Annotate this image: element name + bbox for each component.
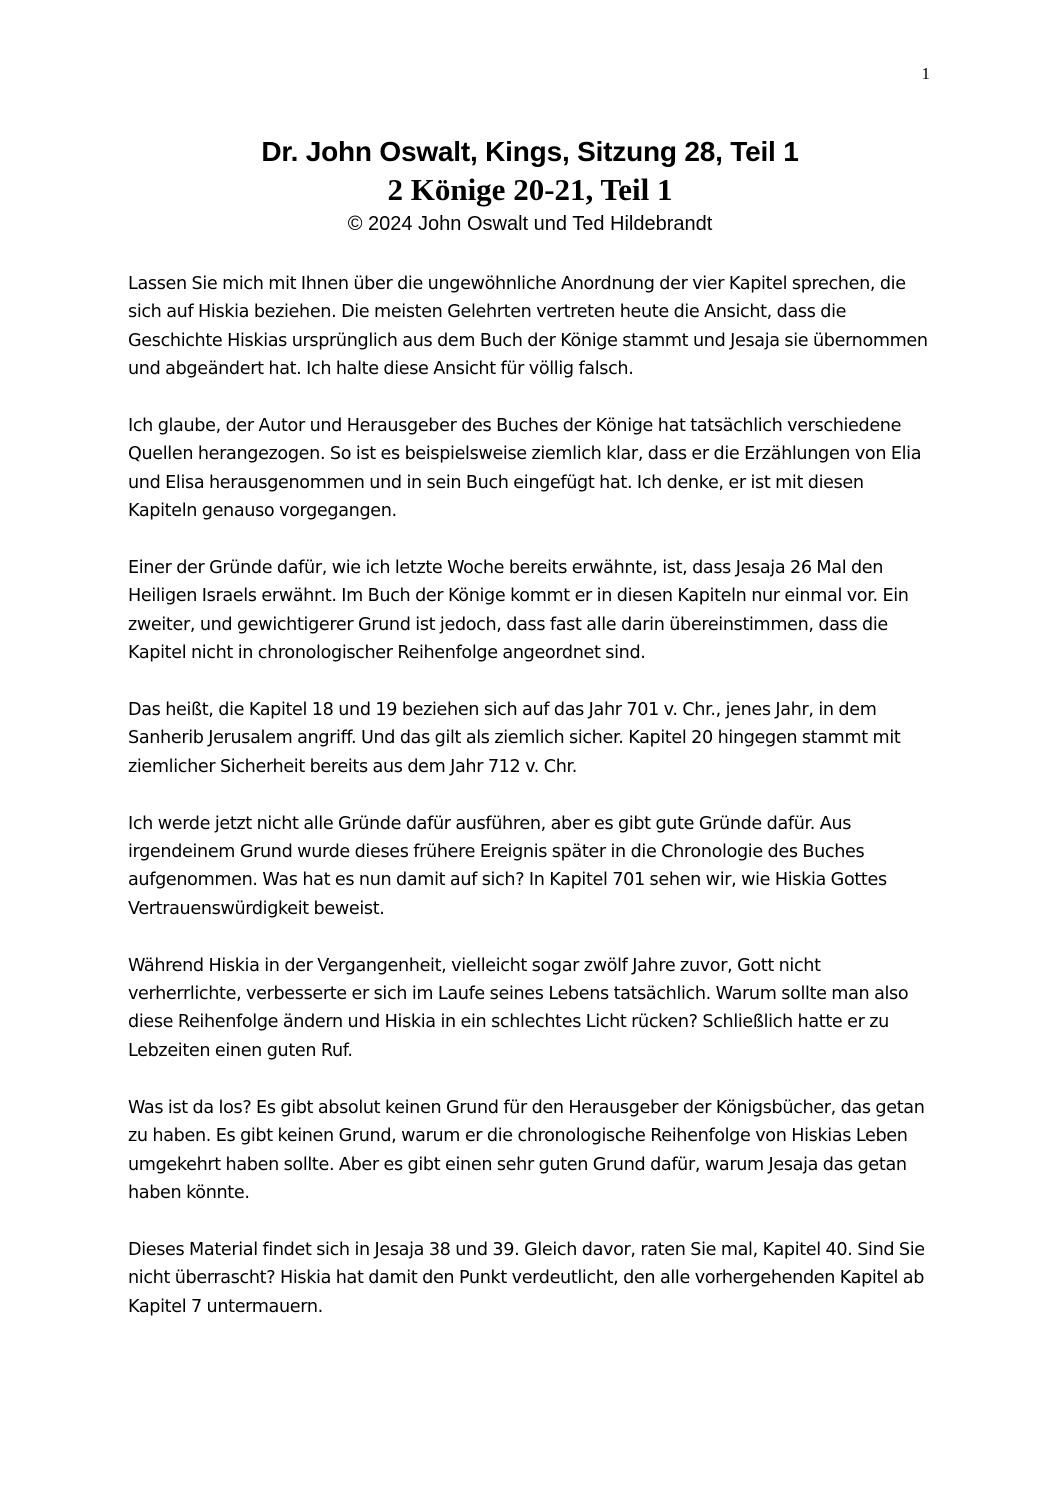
paragraph: Das heißt, die Kapitel 18 und 19 beziehen sich auf das Jahr 701 v. Chr., jenes Jahr, in dem Sanherib Jerusalem angriff. Und das gilt als ziemlich sicher. Kapitel 20 hingegen stammt mit ziemlicher Sicherheit bereits aus dem Jahr 712 v. Chr. [128,700,901,777]
paragraph: Während Hiskia in der Vergangenheit, vielleicht sogar zwölf Jahre zuvor, Gott nicht verherrlichte, verbesserte er sich im Laufe seines Lebens tatsächlich. Warum sollte man also diese Reihenfolge ändern und Hiskia in ein schlechtes Licht rücken? Schließlich hatte er zu Lebzeiten einen guten Ruf. [128,955,909,1061]
document-title: Dr. John Oswalt, Kings, Sitzung 28, Teil 1 [261,136,799,167]
paragraph: Was ist da los? Es gibt absolut keinen Grund für den Herausgeber der Königsbücher, das getan zu haben. Es gibt keinen Grund, warum er die chronologische Reihenfolge von Hiskias Leben umgekehrt haben sollte. Aber es gibt einen sehr guten Grund dafür, warum Jesaja das getan haben könnte. [128,1097,925,1203]
document-header [100,134,960,238]
paragraph: Ich werde jetzt nicht alle Gründe dafür ausführen, aber es gibt gute Gründe dafür. Aus irgendeinem Grund wurde dieses frühere Ereignis später in die Chronologie des Buches aufgenommen. Was hat es nun damit auf sich? In Kapitel 701 sehen wir, wie Hiskia Gottes Vertrauenswürdigkeit beweist. [128,813,887,919]
document-body [128,270,928,1349]
paragraph: Dieses Material findet sich in Jesaja 38 und 39. Gleich davor, raten Sie mal, Kapitel 40. Sind Sie nicht überrascht? Hiskia hat damit den Punkt verdeutlicht, den alle vorhergehenden Kapitel ab Kapitel 7 untermauern. [128,1239,925,1317]
paragraph: Ich glaube, der Autor und Herausgeber des Buches der Könige hat tatsächlich verschiedene Quellen herangezogen. So ist es beispielsweise ziemlich klar, dass er die Erzählungen von Elia und Elisa herausgenommen und in sein Buch eingefügt hat. Ich denke, er ist mit diesen Kapiteln genauso vorgegangen. [128,416,922,522]
copyright-line: © 2024 John Oswalt und Ted Hildebrandt [347,213,713,235]
paragraph: Einer der Gründe dafür, wie ich letzte Woche bereits erwähnte, ist, dass Jesaja 26 Mal den Heiligen Israels erwähnt. Im Buch der Könige kommt er in diesen Kapiteln nur einmal vor. Ein zweiter, und gewichtigerer Grund ist jedoch, dass fast alle darin übereinstimmen, dass die Kapitel nicht in chronologischer Reihenfolge angeordnet sind. [128,558,909,664]
page-number: 1 [921,64,930,83]
paragraph: Lassen Sie mich mit Ihnen über die ungewöhnliche Anordnung der vier Kapitel sprechen, die sich auf Hiskia beziehen. Die meisten Gelehrten vertreten heute die Ansicht, dass die Geschichte Hiskias ursprünglich aus dem Buch der Könige stammt und Jesaja sie übernommen und abgeändert hat. Ich halte diese Ansicht für völlig falsch. [128,274,928,380]
document-subtitle: 2 Könige 20-21, Teil 1 [387,172,673,207]
